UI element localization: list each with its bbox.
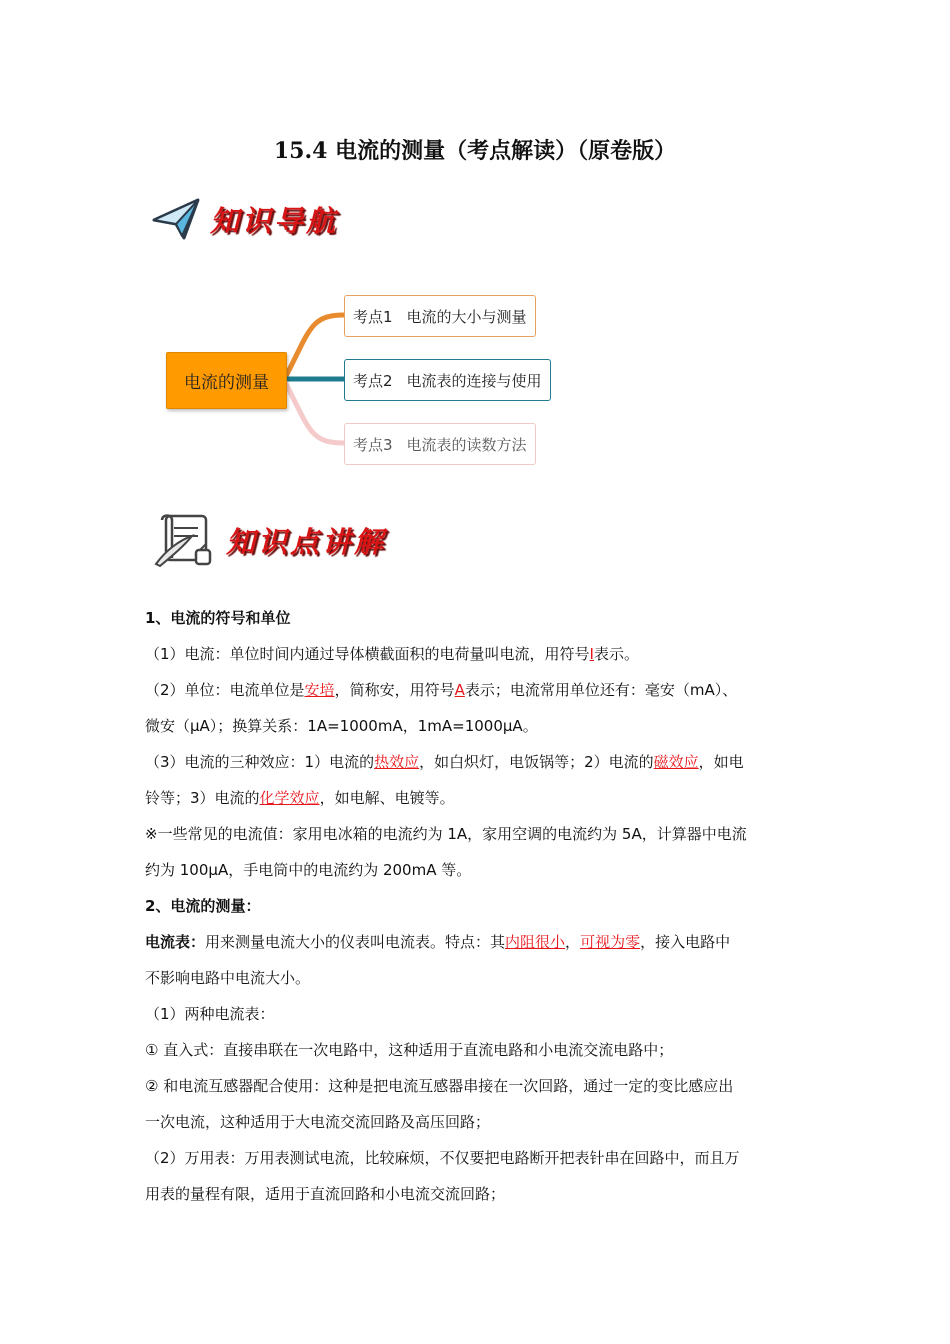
text-span: （2）单位：电流单位是	[145, 681, 305, 699]
paragraph-multimeter-line-2: 用表的量程有限，适用于直流回路和小电流交流回路；	[145, 1185, 506, 1203]
paragraph-ammeter-line-2: 不影响电路中电流大小。	[145, 969, 311, 987]
knowledge-navigation-banner	[152, 196, 338, 242]
paragraph-two-types: （1）两种电流表：	[145, 1005, 275, 1023]
highlight-near-zero: 可视为零	[580, 933, 641, 951]
branch-label: 电流表的读数方法	[406, 435, 527, 454]
branch-key-point: 考点3	[353, 435, 393, 454]
text-span: ，	[565, 933, 581, 951]
section-heading: 2、电流的测量：	[145, 897, 261, 915]
lecture-content	[145, 600, 810, 1212]
text-span: ，接入电路中	[640, 933, 731, 951]
text-span: ，如白炽灯，电饭锅等；2）电流的	[419, 753, 654, 771]
paragraph-type-transformer-line-2: 一次电流，这种适用于大电流交流回路及高压回路；	[145, 1113, 491, 1131]
highlight-chemical-effect: 化学效应	[259, 789, 320, 807]
paragraph-unit-line-2: 微安（μA）；换算关系：1A=1000mA，1mA=1000μA。	[145, 717, 538, 735]
banner-title: 知识点讲解	[226, 524, 387, 559]
highlight-heat-effect: 热效应	[374, 753, 420, 771]
mind-map-branch-1	[344, 295, 536, 337]
branch-label: 电流的大小与测量	[406, 307, 527, 326]
paragraph-type-transformer-line-1: ② 和电流互感器配合使用：这种是把电流互感器串接在一次回路，通过一定的变比感应出	[145, 1077, 734, 1095]
paragraph-effects-line-1	[145, 744, 810, 780]
mind-map-branch-2	[344, 359, 551, 401]
text-span: 表示；电流常用单位还有：毫安（mA）、	[464, 681, 738, 699]
highlight-symbol-i: I	[589, 645, 594, 663]
text-span: （3）电流的三种效应：1）电流的	[145, 753, 375, 771]
mind-map-center-node: 电流的测量	[166, 352, 287, 409]
highlight-low-resistance: 内阻很小	[505, 933, 566, 951]
highlight-magnetic-effect: 磁效应	[653, 753, 699, 771]
paragraph-ammeter-line-1	[145, 924, 810, 960]
branch-key-point: 考点2	[353, 371, 393, 390]
mind-map	[160, 290, 580, 470]
highlight-ampere: 安培	[304, 681, 335, 699]
text-span: ，如电	[698, 753, 744, 771]
document-title: 15.4 电流的测量（考点解读）（原卷版）	[273, 138, 677, 164]
paper-plane-icon	[152, 196, 202, 242]
knowledge-lecture-banner	[152, 510, 386, 570]
highlight-symbol-a: A	[454, 681, 465, 699]
term-label: 电流表：	[145, 933, 206, 951]
banner-title: 知识导航	[210, 203, 339, 238]
paragraph-common-values-line-2: 约为 100μA，手电筒中的电流约为 200mA 等。	[145, 861, 472, 879]
section-heading: 1、电流的符号和单位	[145, 609, 291, 627]
paragraph-unit-line-1	[145, 672, 810, 708]
mind-map-branch-3	[344, 423, 536, 465]
paragraph-multimeter-line-1: （2）万用表：万用表测试电流，比较麻烦，不仅要把电路断开把表针串在回路中，而且万	[145, 1149, 740, 1167]
branch-key-point: 考点1	[353, 307, 393, 326]
text-span: 用来测量电流大小的仪表叫电流表。特点：其	[205, 933, 506, 951]
branch-label: 电流表的连接与使用	[406, 371, 542, 390]
text-span: 铃等；3）电流的	[145, 789, 260, 807]
text-span: ，如电解、电镀等。	[319, 789, 455, 807]
text-span: 表示。	[593, 645, 639, 663]
scroll-quill-icon	[152, 510, 216, 570]
paragraph-current-definition	[145, 636, 810, 672]
text-span: ，简称安，用符号	[334, 681, 455, 699]
paragraph-effects-line-2	[145, 780, 810, 816]
text-span: （1）电流：单位时间内通过导体横截面积的电荷量叫电流，用符号	[145, 645, 590, 663]
paragraph-type-direct: ① 直入式：直接串联在一次电路中，这种适用于直流电路和小电流交流电路中；	[145, 1041, 674, 1059]
paragraph-common-values-line-1: ※一些常见的电流值：家用电冰箱的电流约为 1A，家用空调的电流约为 5A，计算器中电流	[145, 825, 747, 843]
